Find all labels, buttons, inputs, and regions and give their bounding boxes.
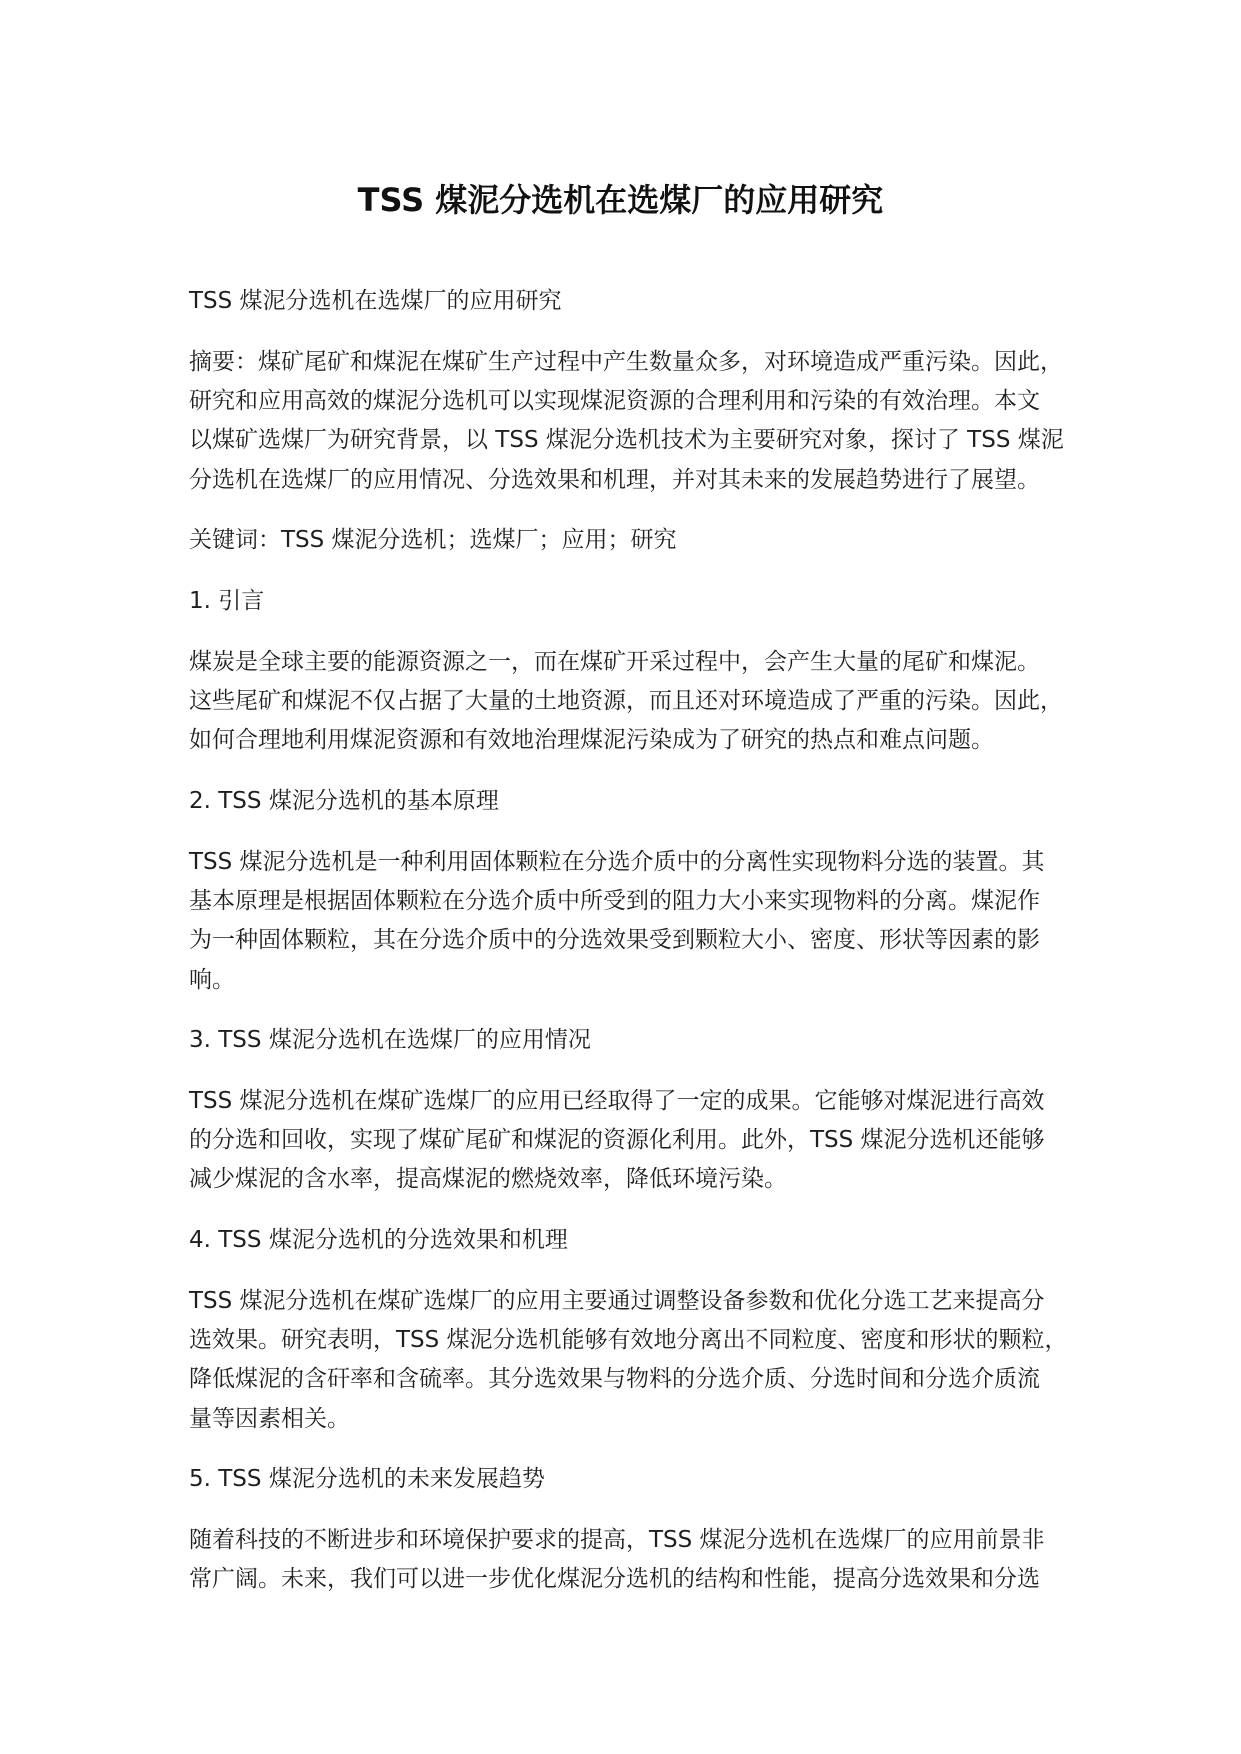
paragraph-line: 如何合理地利用煤泥资源和有效地治理煤泥污染成为了研究的热点和难点问题。	[189, 727, 994, 754]
section-heading-text: 4. TSS 煤泥分选机的分选效果和机理	[189, 1227, 568, 1254]
paragraph-line: 为一种固体颗粒，其在分选介质中的分选效果受到颗粒大小、密度、形状等因素的影	[189, 927, 1040, 954]
section-heading	[189, 582, 1089, 621]
page-title: TSS 煤泥分选机在选煤厂的应用研究	[357, 181, 884, 219]
paragraph-line: 随着科技的不断进步和环境保护要求的提高，TSS 煤泥分选机在选煤厂的应用前景非	[189, 1527, 1045, 1554]
section-heading	[189, 1460, 1089, 1499]
section-paragraph	[189, 1082, 1089, 1200]
keywords-paragraph	[189, 521, 1089, 560]
section-paragraph	[189, 1282, 1089, 1439]
paragraph-line: TSS 煤泥分选机在煤矿选煤厂的应用主要通过调整设备参数和优化分选工艺来提高分	[189, 1287, 1045, 1314]
paragraph-line: 选效果。研究表明，TSS 煤泥分选机能够有效地分离出不同粒度、密度和形状的颗粒，	[189, 1327, 1068, 1354]
section-heading	[189, 1021, 1089, 1060]
paragraph-line: 量等因素相关。	[189, 1405, 350, 1432]
abstract-line: 研究和应用高效的煤泥分选机可以实现煤泥资源的合理利用和污染的有效治理。本文	[189, 387, 1040, 414]
paragraph-line: 减少煤泥的含水率，提高煤泥的燃烧效率，降低环境污染。	[189, 1166, 787, 1193]
paragraph-line: 常广阔。未来，我们可以进一步优化煤泥分选机的结构和性能，提高分选效果和分选	[189, 1566, 1040, 1593]
paragraph-line: TSS 煤泥分选机是一种利用固体颗粒在分选介质中的分离性实现物料分选的装置。其	[189, 848, 1045, 875]
paragraph-line: 这些尾矿和煤泥不仅占据了大量的土地资源，而且还对环境造成了严重的污染。因此，	[189, 687, 1063, 714]
keywords: 关键词：TSS 煤泥分选机；选煤厂；应用；研究	[189, 527, 677, 554]
paragraph-line: 基本原理是根据固体颗粒在分选介质中所受到的阻力大小来实现物料的分离。煤泥作	[189, 887, 1040, 914]
section-paragraph	[189, 643, 1089, 761]
section-paragraph	[189, 1521, 1089, 1600]
subtitle-paragraph	[189, 282, 1089, 321]
paragraph-line: TSS 煤泥分选机在煤矿选煤厂的应用已经取得了一定的成果。它能够对煤泥进行高效	[189, 1087, 1045, 1114]
section-heading-text: 5. TSS 煤泥分选机的未来发展趋势	[189, 1466, 545, 1493]
section-heading	[189, 782, 1089, 821]
section-heading-text: 2. TSS 煤泥分选机的基本原理	[189, 787, 499, 814]
abstract-line: 分选机在选煤厂的应用情况、分选效果和机理，并对其未来的发展趋势进行了展望。	[189, 466, 1040, 493]
paragraph-line: 降低煤泥的含矸率和含硫率。其分选效果与物料的分选介质、分选时间和分选介质流	[189, 1366, 1040, 1393]
document-body	[189, 282, 1089, 1621]
paragraph-line: 的分选和回收，实现了煤矿尾矿和煤泥的资源化利用。此外，TSS 煤泥分选机还能够	[189, 1127, 1045, 1154]
section-heading-text: 1. 引言	[189, 587, 265, 614]
paragraph-line: 煤炭是全球主要的能源资源之一，而在煤矿开采过程中，会产生大量的尾矿和煤泥。	[189, 648, 1040, 675]
section-heading-text: 3. TSS 煤泥分选机在选煤厂的应用情况	[189, 1027, 591, 1054]
abstract-paragraph	[189, 343, 1089, 500]
abstract-line: 摘要：煤矿尾矿和煤泥在煤矿生产过程中产生数量众多，对环境造成严重污染。因此，	[189, 348, 1063, 375]
section-heading	[189, 1221, 1089, 1260]
abstract-line: 以煤矿选煤厂为研究背景，以 TSS 煤泥分选机技术为主要研究对象，探讨了 TSS 煤泥	[189, 427, 1064, 454]
paragraph-line: 响。	[189, 966, 235, 993]
subtitle: TSS 煤泥分选机在选煤厂的应用研究	[189, 288, 562, 314]
section-paragraph	[189, 843, 1089, 1000]
